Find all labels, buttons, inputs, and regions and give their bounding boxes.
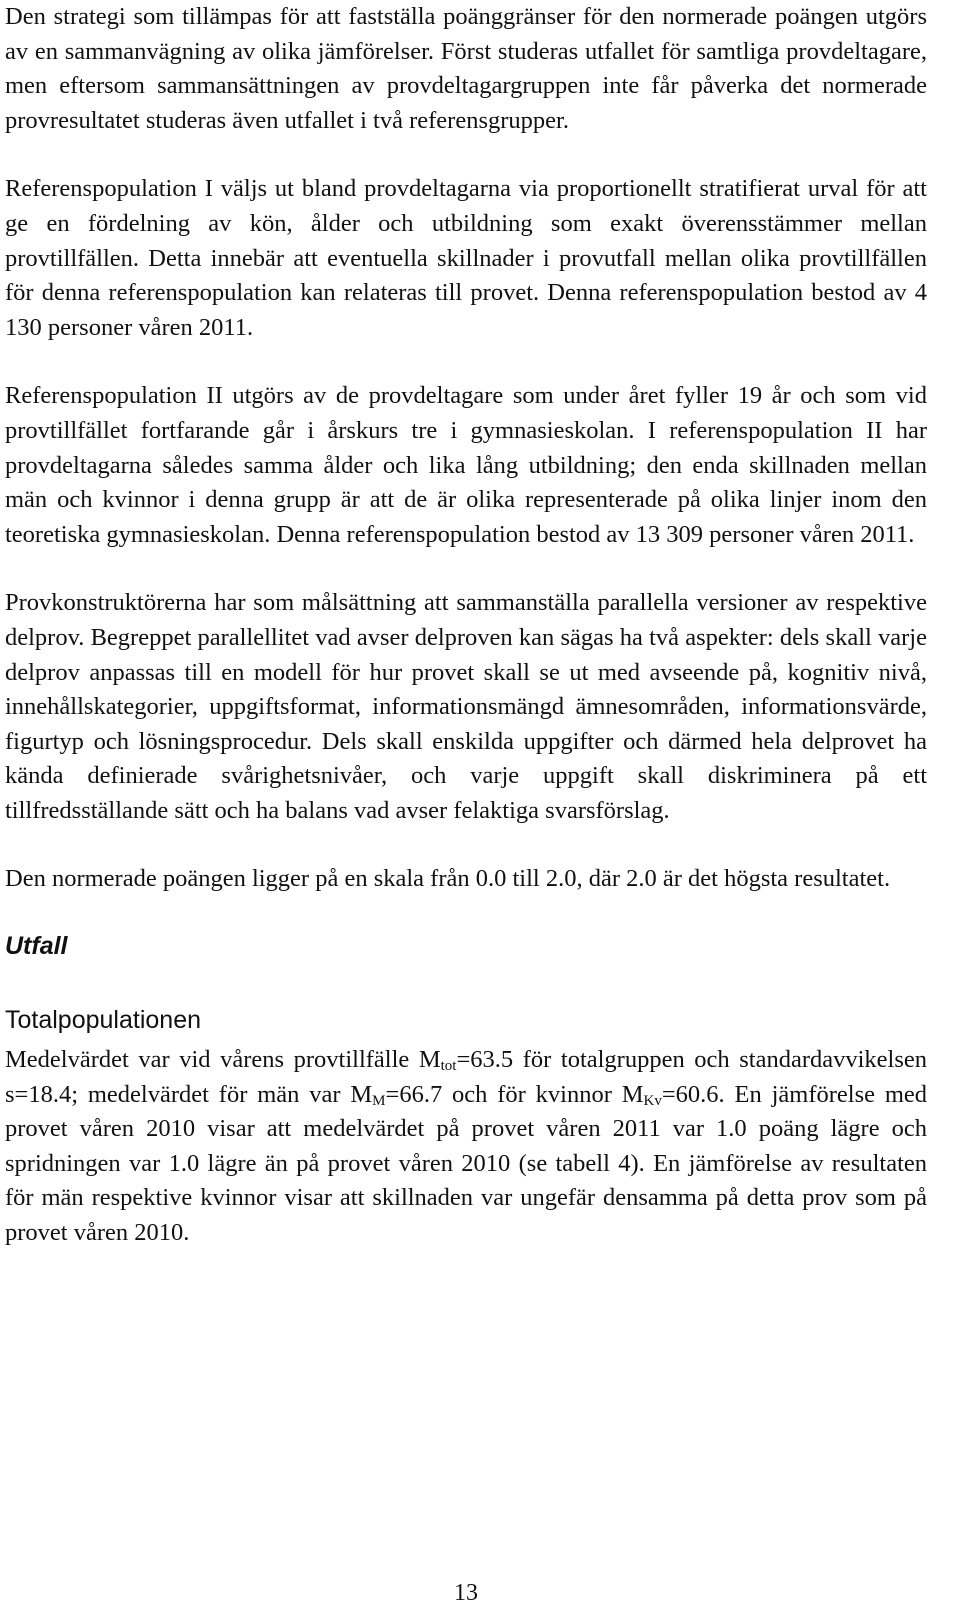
paragraph-score-scale: Den normerade poängen ligger på en skala från 0.0 till 2.0, där 2.0 är det högsta resultatet. [5, 865, 891, 893]
paragraph-strategy: Den strategi som tillämpas för att fastställa poänggränser för den normerade poängen utgörs av en sammanvägning av olika jämförelser. Först studeras utfallet för samtliga provdeltagare, men eftersom sammansättningen av provdeltagargruppen inte får påverka det normerade provresultatet studeras även utfallet i två referensgrupper. [5, 3, 927, 134]
subscript-m: M [372, 1092, 386, 1109]
results-text-2: =63.5 för totalgruppen och standardavvikelsen s=18.4; medelvärdet för män var M [5, 1046, 928, 1108]
paragraph-test-construction: Provkonstruktörerna har som målsättning att sammanställa parallella versioner av respektive delprov. Begreppet parallellitet vad avser delproven kan sägas ha två aspekter: dels skall varje delprov anpassas till en modell för hur provet skall se ut med avseende på, kognitiv nivå, innehållskategorier, uppgiftsformat, informationsmängd ämnesområden, informationsvärde, figurtyp och lösningsprocedur. Dels skall enskilda uppgifter och därmed hela delprovet ha kända definierade svårighetsnivåer, och varje uppgift skall diskriminera på ett tillfredsställande sätt och ha balans vad avser felaktiga svarsförslag. [5, 589, 927, 824]
paragraph-reference-population-1: Referenspopulation I väljs ut bland provdeltagarna via proportionellt stratifierat urval för att ge en fördelning av kön, ålder och utbildning som exakt överensstämmer mellan provtillfällen. Detta innebär att eventuella skillnader i provutfall mellan olika provtillfällen för denna referenspopulation kan relateras till provet. Denna referenspopulation bestod av 4 130 personer våren 2011. [5, 175, 927, 341]
subsection-heading: Totalpopulationen [5, 1006, 201, 1035]
subscript-kv: Kv [643, 1092, 662, 1109]
page-number: 13 [454, 1580, 478, 1606]
results-text-3: =66.7 och för kvinnor M [385, 1080, 644, 1108]
results-text-1: Medelvärdet var vid vårens provtillfälle M [5, 1046, 441, 1074]
subscript-tot: tot [440, 1058, 457, 1075]
paragraph-results [5, 1043, 927, 1251]
document-page [5, 0, 927, 1251]
results-text-4: =60.6. En jämförelse med provet våren 2010 visar att medelvärdet på provet våren 2011 var 1.0 poäng lägre och spridningen var 1.0 lägre än på provet våren 2010 (se tabell 4). En jämförelse av resultaten för män respektive kvinnor visar att skillnaden var ungefär densamma på detta prov som på provet våren 2010. [5, 1080, 927, 1247]
section-heading: Utfall [5, 932, 68, 961]
paragraph-reference-population-2: Referenspopulation II utgörs av de provdeltagare som under året fyller 19 år och som vid provtillfället fortfarande går i årskurs tre i gymnasieskolan. I referenspopulation II har provdeltagarna således samma ålder och lika lång utbildning; den enda skillnaden mellan män och kvinnor i denna grupp är att de är olika representerade på olika linjer inom den teoretiska gymnasieskolan. Denna referenspopulation bestod av 13 309 personer våren 2011. [5, 382, 927, 548]
